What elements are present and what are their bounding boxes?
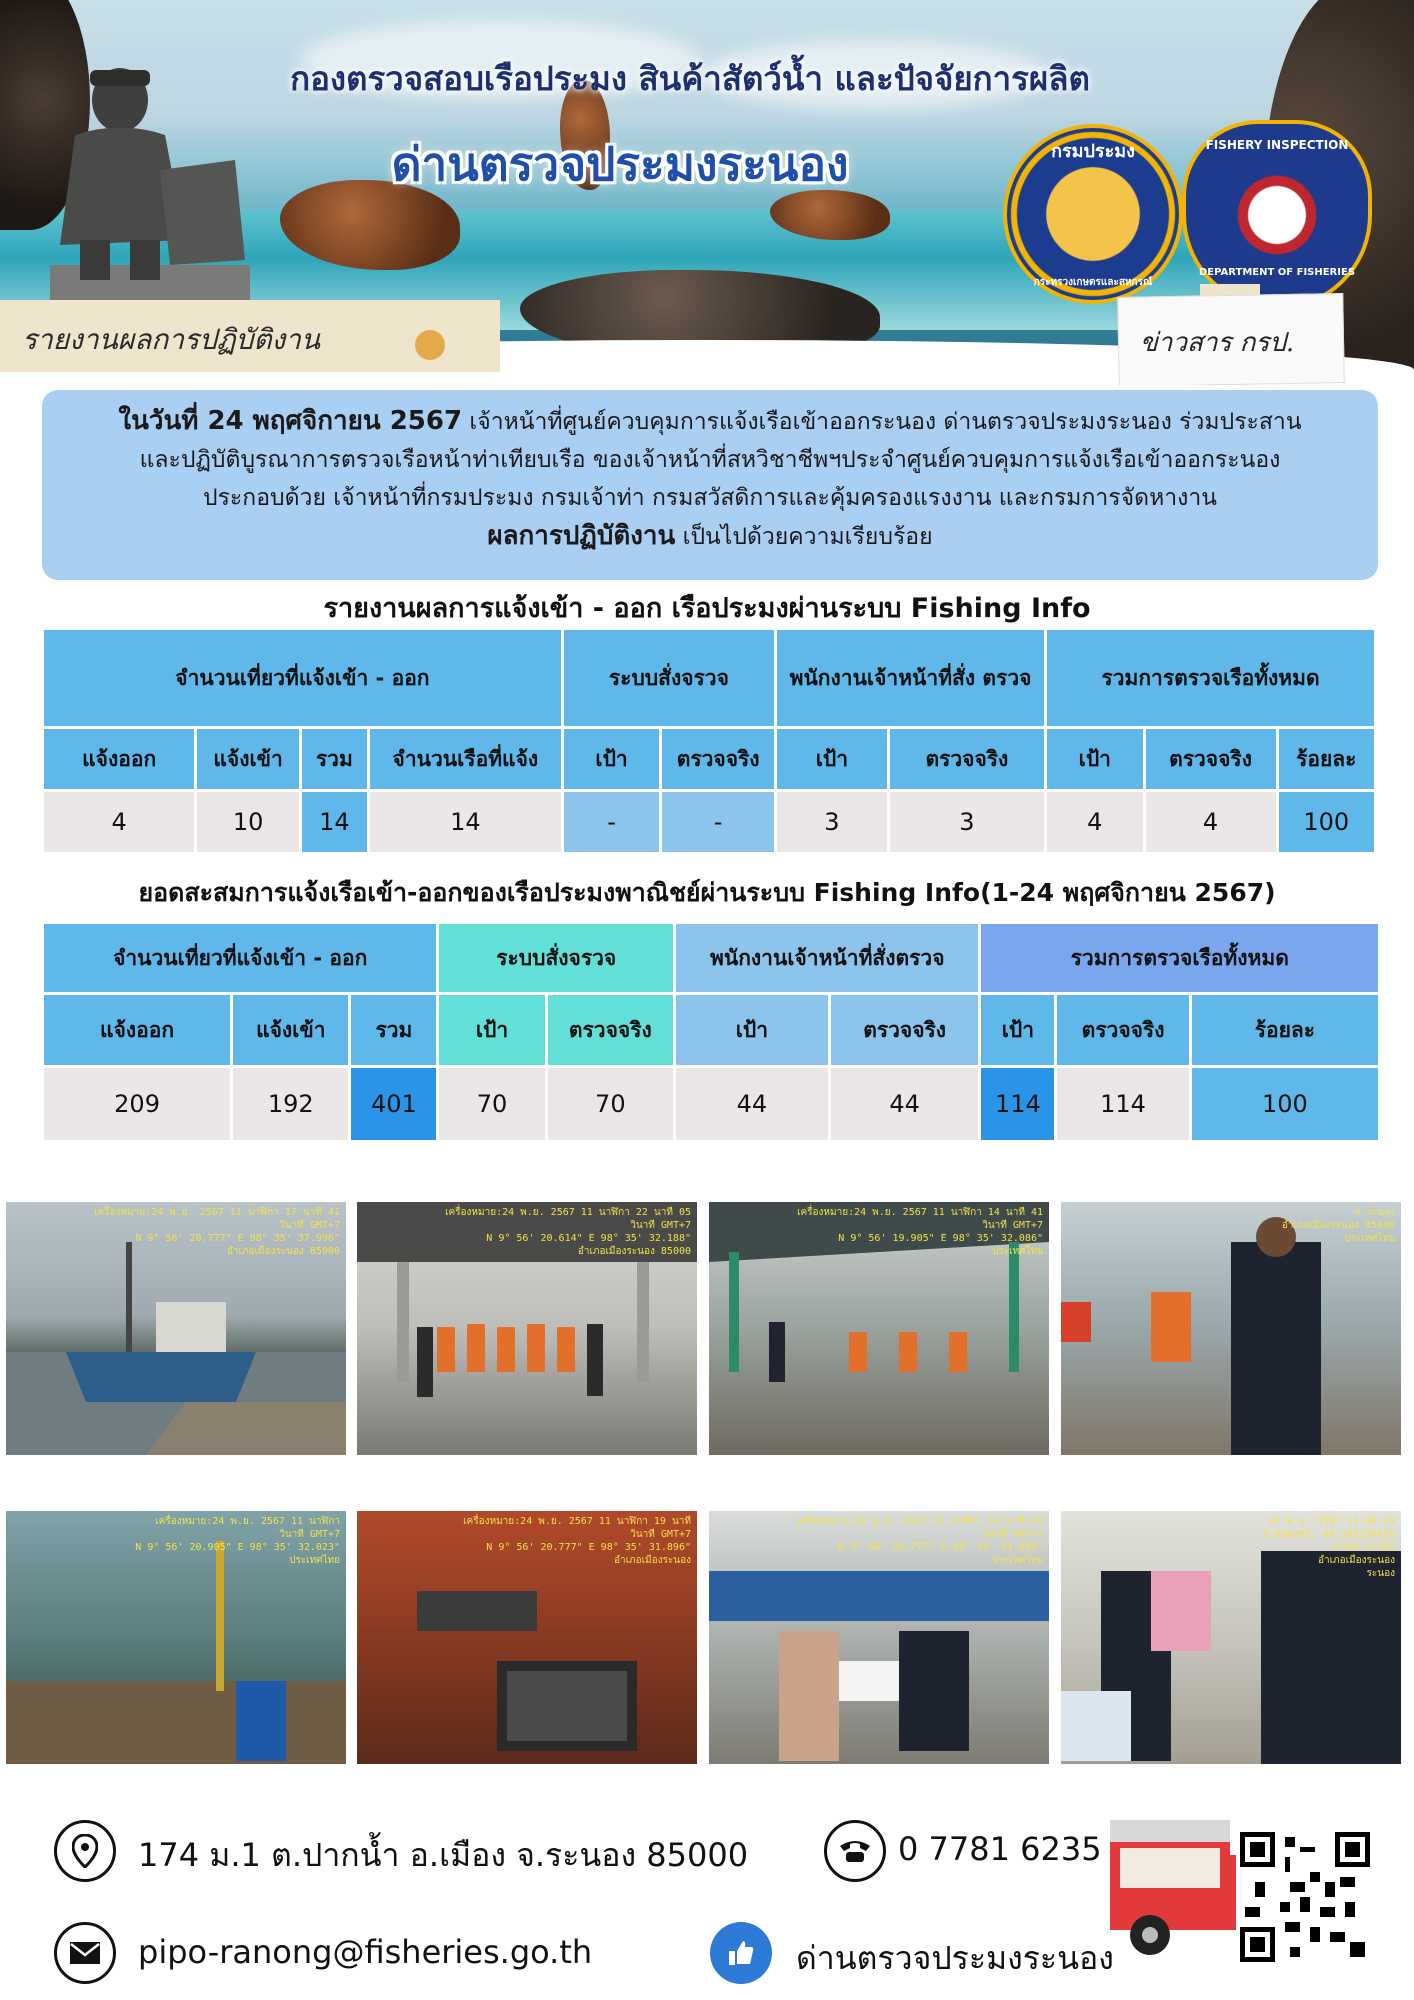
column-header: จำนวนเรือที่แจ้ง — [370, 729, 561, 789]
badge-label: DEPARTMENT OF FISHERIES — [1198, 267, 1356, 278]
table-cell: 114 — [1057, 1068, 1189, 1140]
result-text: เป็นไปด้วยความเรียบร้อย — [675, 524, 933, 550]
group-header: พนักงานเจ้าหน้าที่สั่งตรวจ — [676, 924, 978, 992]
inspection-photo-boat — [6, 1202, 346, 1455]
table-cell: 100 — [1279, 792, 1374, 852]
facebook-like-icon — [710, 1922, 772, 1984]
column-header: แจ้งออก — [44, 729, 194, 789]
group-header: จำนวนเที่ยวที่แจ้งเข้า - ออก — [44, 924, 436, 992]
intro-line-3: ประกอบด้วย เจ้าหน้าที่กรมประมง กรมเจ้าท่า กรมสวัสดิการและคุ้มครองแรงงาน และกรมการจัดหางาน — [202, 485, 1218, 511]
inspection-photo-group — [357, 1202, 697, 1455]
photo-timestamp: เครื่องหมาย:24 พ.ย. 2567 11 นาฬิกา 14 นาที 41 วินาที GMT+7 N 9° 56' 19.905" E 98° 35' 32.086" ประเทศไทย — [797, 1207, 1043, 1257]
inspection-photo-pier — [709, 1202, 1049, 1455]
photo-timestamp: จ.ระนอง อำเภอเมืองระนอง 85000 ประเทศไทย — [1281, 1207, 1395, 1244]
phone-icon — [824, 1820, 886, 1882]
unit-title: ด่านตรวจประมงระนอง — [391, 137, 849, 191]
photo-timestamp: เครื่องหมาย:24 พ.ย. 2567 11 นาฬิกา 22 นาที 05 วินาที GMT+7 N 9° 56' 20.614" E 98° 35' 32.188" อำเภอเมืองระนอง 85000 — [445, 1207, 691, 1257]
table-cell: 4 — [1146, 792, 1276, 852]
table-cell: 3 — [890, 792, 1044, 852]
fishery-inspection-badge — [1182, 120, 1372, 310]
table-cell: 4 — [1047, 792, 1142, 852]
column-header: เป้า — [439, 995, 544, 1065]
location-pin-icon — [54, 1820, 116, 1882]
column-header: รวม — [302, 729, 367, 789]
column-header: ร้อยละ — [1279, 729, 1374, 789]
inspection-photo-officer — [1061, 1202, 1401, 1455]
column-header: ตรวจจริง — [1057, 995, 1189, 1065]
org-title: กองตรวจสอบเรือประมง สินค้าสัตว์น้ำ และปัจจัยการผลิต — [290, 59, 1090, 98]
email-icon — [54, 1922, 116, 1984]
table-cell: 401 — [351, 1068, 436, 1140]
table-cell: 4 — [44, 792, 194, 852]
table-cell: 70 — [439, 1068, 544, 1140]
email-text[interactable]: pipo-ranong@fisheries.go.th — [138, 1933, 593, 1971]
table-cell: 100 — [1192, 1068, 1378, 1140]
table-cell: 14 — [370, 792, 561, 852]
intro-line-4 — [42, 517, 1378, 556]
header-banner — [0, 0, 1414, 385]
group-header: ระบบสั่งจรวจ — [439, 924, 673, 992]
column-header: เป้า — [676, 995, 828, 1065]
column-header: เป้า — [1047, 729, 1142, 789]
group-header: รวมการตรวจเรือทั้งหมด — [1047, 630, 1374, 726]
group-header: รวมการตรวจเรือทั้งหมด — [981, 924, 1378, 992]
table-cell: 114 — [981, 1068, 1054, 1140]
intro-line-1 — [42, 402, 1378, 441]
inspection-photo-documents — [709, 1511, 1049, 1764]
inspection-photo-deck — [6, 1511, 346, 1764]
column-header: ตรวจจริง — [831, 995, 979, 1065]
intro-text: เจ้าหน้าที่ศูนย์ควบคุมการแจ้งเรือเข้าออกระนอง ด่านตรวจประมงระนอง ร่วมประสาน — [462, 409, 1302, 435]
photo-timestamp: เครื่องหมาย:24 พ.ย. 2567 11 นาฬิกา 19 นาที 01 วินาที GMT+7 N 9° 56' 20.777" E 98° 35' 31.896" ประเทศไทย — [797, 1516, 1043, 1566]
column-header: แจ้งเข้า — [233, 995, 348, 1065]
group-header: จำนวนเที่ยวที่แจ้งเข้า - ออก — [44, 630, 561, 726]
department-of-fisheries-seal — [1003, 124, 1183, 304]
seal-label: กระทรวงเกษตรและสหกรณ์ — [1033, 277, 1153, 288]
column-header: ตรวจจริง — [890, 729, 1044, 789]
table1-title: รายงานผลการแจ้งเข้า - ออก เรือประมงผ่านระบบ Fishing Info — [323, 593, 1091, 624]
table-cell: 70 — [548, 1068, 673, 1140]
table-cell: 44 — [831, 1068, 979, 1140]
photo-timestamp: เครื่องหมาย:24 พ.ย. 2567 11 นาฬิกา 19 นาที วินาที GMT+7 N 9° 56' 20.777" E 98° 35' 31.896" อำเภอเมืองระนอง — [463, 1516, 691, 1566]
daily-report-table — [41, 627, 1377, 855]
facebook-page-text[interactable]: ด่านตรวจประมงระนอง — [796, 1939, 1114, 1977]
column-header: แจ้งออก — [44, 995, 230, 1065]
inspection-photo-hatch — [357, 1511, 697, 1764]
table-cell: - — [564, 792, 659, 852]
photo-timestamp: 24 พ.ย. 2567 11:40:29 9.938782, 98.59233087E ตำบล ปากน้ำ อำเภอเมืองระนอง ระนอง — [1262, 1516, 1395, 1579]
group-header: ระบบสั่งจรวจ — [564, 630, 774, 726]
column-header: ตรวจจริง — [548, 995, 673, 1065]
result-label: ผลการปฏิบัติงาน — [487, 521, 676, 551]
column-header: ตรวจจริง — [1146, 729, 1276, 789]
badge-label: FISHERY INSPECTION — [1205, 138, 1349, 152]
column-header: ตรวจจริง — [662, 729, 774, 789]
column-header: ร้อยละ — [1192, 995, 1378, 1065]
table-cell: 209 — [44, 1068, 230, 1140]
address-text: 174 ม.1 ต.ปากน้ำ อ.เมือง จ.ระนอง 85000 — [138, 1836, 749, 1874]
dot-decoration — [415, 330, 445, 360]
photo-timestamp: เครื่องหมาย:24 พ.ย. 2567 11 นาฬิกา 17 นาที 41 วินาที GMT+7 N 9° 56' 20.777" E 98° 35' 37.996" อำเภอเมืองระนอง 85000 — [94, 1207, 340, 1257]
table-cell: - — [662, 792, 774, 852]
column-header: รวม — [351, 995, 436, 1065]
table2-title: ยอดสะสมการแจ้งเรือเข้า-ออกของเรือประมงพาณิชย์ผ่านระบบ Fishing Info(1-24 พฤศจิกายน 2567) — [138, 878, 1276, 907]
photo-timestamp: เครื่องหมาย:24 พ.ย. 2567 11 นาฬิกา วินาที GMT+7 N 9° 56' 20.905" E 98° 35' 32.023" ประเทศไทย — [135, 1516, 340, 1566]
qr-code[interactable] — [1236, 1828, 1374, 1966]
inspection-photo-office — [1061, 1511, 1401, 1764]
table-cell: 14 — [302, 792, 367, 852]
news-label: ข่าวสาร กรป. — [1140, 328, 1295, 358]
intro-box — [42, 390, 1378, 580]
table-cell: 44 — [676, 1068, 828, 1140]
table-cell: 3 — [777, 792, 887, 852]
column-header: แจ้งเข้า — [197, 729, 299, 789]
seal-label: กรมประมง — [1051, 141, 1135, 162]
group-header: พนักงานเจ้าหน้าที่สั่ง ตรวจ — [777, 630, 1044, 726]
column-header: เป้า — [981, 995, 1054, 1065]
cumulative-report-table — [41, 921, 1381, 1143]
column-header: เป้า — [564, 729, 659, 789]
phone-text: 0 7781 6235 — [898, 1830, 1102, 1868]
table-cell: 10 — [197, 792, 299, 852]
report-label: รายงานผลการปฏิบัติงาน — [22, 323, 321, 356]
intro-line-2: และปฏิบัติบูรณาการตรวจเรือหน้าท่าเทียบเรือ ของเจ้าหน้าที่สหวิชาชีพฯประจำศูนย์ควบคุมการแจ้งเรือเข้าออกระนอง — [139, 447, 1281, 473]
report-date: ในวันที่ 24 พฤศจิกายน 2567 — [118, 406, 463, 436]
column-header: เป้า — [777, 729, 887, 789]
table-cell: 192 — [233, 1068, 348, 1140]
